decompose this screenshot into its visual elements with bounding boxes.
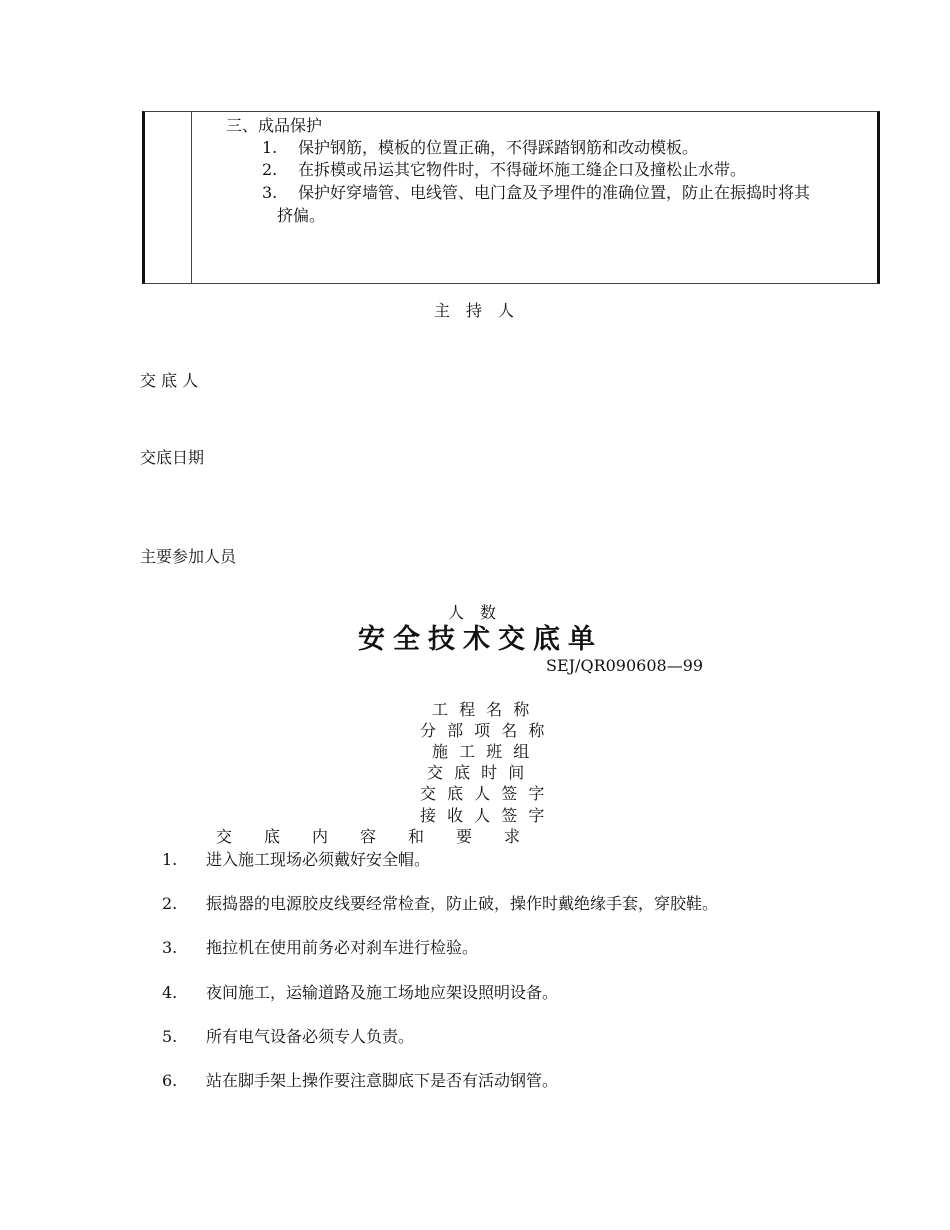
field-receiver-signature: 接 收 人 签 字: [420, 806, 548, 825]
section-item-2-number: 2.: [262, 160, 278, 179]
content-header: 交 底 内 容 和 要 求: [216, 827, 521, 846]
presenter-label: 交 底 人: [140, 371, 199, 390]
section-heading: 三、成品保护: [226, 116, 323, 135]
date-label: 交底日期: [140, 448, 205, 467]
requirement-1-text: 进入施工现场必须戴好安全帽。: [206, 850, 431, 869]
field-work-team: 施 工 班 组: [432, 742, 533, 761]
field-presenter-signature: 交 底 人 签 字: [420, 784, 548, 803]
requirement-3-number: 3.: [162, 938, 178, 957]
section-item-2-text: 在拆模或吊运其它物件时，不得碰坏施工缝企口及撞松止水带。: [298, 160, 747, 179]
form-title: 安全技术交底单: [358, 624, 603, 655]
section-item-3-continuation: 挤偏。: [277, 206, 326, 225]
requirement-6-text: 站在脚手架上操作要注意脚底下是否有活动钢管。: [206, 1071, 559, 1090]
count-label: 人 数: [448, 603, 497, 622]
requirement-5-text: 所有电气设备必须专人负责。: [206, 1027, 415, 1046]
participants-label: 主要参加人员: [140, 547, 237, 566]
section-item-3-text: 保护好穿墙管、电线管、电门盒及予埋件的准确位置，防止在振捣时将其: [298, 183, 811, 202]
table-column-divider: [191, 112, 192, 283]
host-label: 主 持 人: [434, 301, 515, 320]
section-item-1-text: 保护钢筋，模板的位置正确，不得踩踏钢筋和改动模板。: [298, 138, 699, 157]
requirement-3-text: 拖拉机在使用前务必对刹车进行检验。: [206, 938, 479, 957]
section-item-1-number: 1.: [262, 138, 278, 157]
requirement-2-number: 2.: [162, 894, 178, 913]
field-briefing-time: 交 底 时 间: [427, 763, 528, 782]
requirement-6-number: 6.: [162, 1071, 178, 1090]
requirement-4-number: 4.: [162, 983, 178, 1002]
form-code: SEJ/QR090608—99: [546, 656, 704, 675]
requirement-5-number: 5.: [162, 1027, 178, 1046]
requirement-4-text: 夜间施工，运输道路及施工场地应架设照明设备。: [206, 983, 559, 1002]
section-item-3-number: 3.: [262, 183, 278, 202]
field-sub-item-name: 分 部 项 名 称: [420, 721, 548, 740]
field-project-name: 工 程 名 称: [432, 700, 533, 719]
requirement-1-number: 1.: [162, 850, 178, 869]
requirement-2-text: 振捣器的电源胶皮线要经常检查，防止破，操作时戴绝缘手套，穿胶鞋。: [206, 894, 719, 913]
